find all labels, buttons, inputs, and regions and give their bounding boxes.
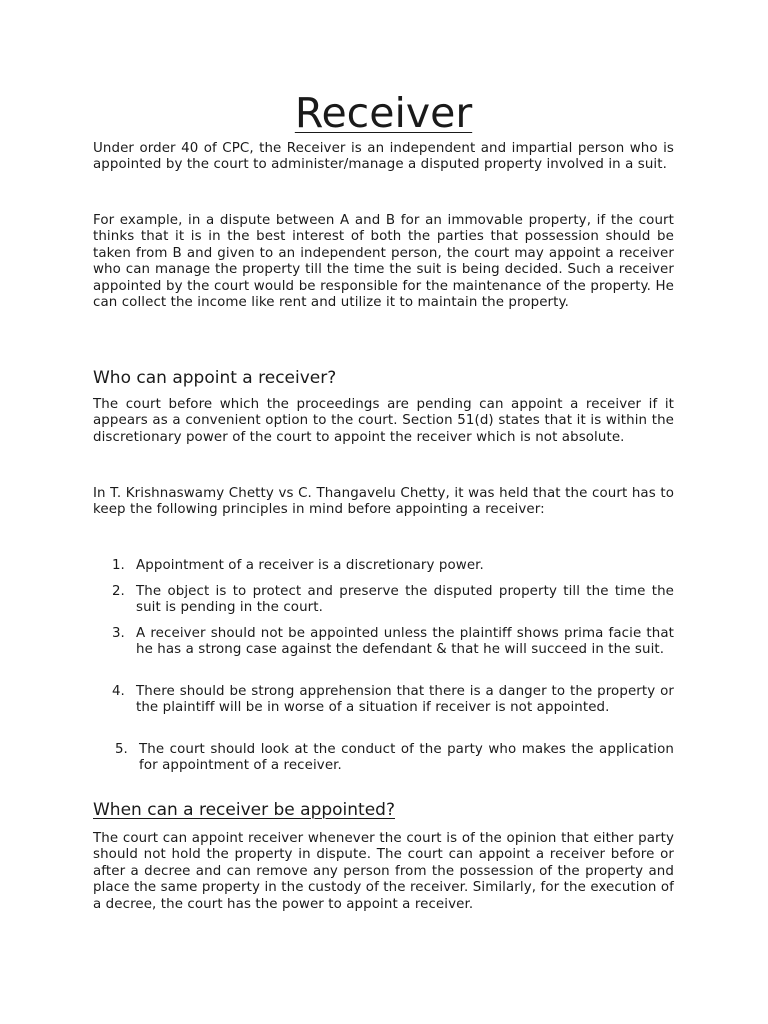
page-title-text: Receiver — [294, 89, 473, 137]
list-item-number: 1. — [112, 558, 125, 573]
list-item-number: 4. — [112, 684, 125, 699]
when-appointed-paragraph-1: The court can appoint receiver whenever the court is of the opinion that either party should not hold the property in dispute. The court can appoint a receiver before or after a decree and can remove any person from the possession of the property and place the same property in the custody of the receiver. Similarly, for the execution of a decree, the court has the power to appoint a receiver. — [93, 831, 674, 912]
list-item-number: 2. — [112, 584, 125, 599]
intro-paragraph-2: For example, in a dispute between A and B for an immovable property, if the court thinks that it is in the best interest of both the parties that possession should be taken from B and given to an independent person, the court may appoint a receiver who can manage the property till the time the suit is being decided. Such a receiver appointed by the court would be responsible for the maintenance of the property. He can collect the income like rent and utilize it to maintain the property. — [93, 213, 674, 311]
who-can-appoint-paragraph-2: In T. Krishnaswamy Chetty vs C. Thangavelu Chetty, it was held that the court has to keep the following principles in mind before appointing a receiver: — [93, 486, 674, 518]
list-item-text: The court should look at the conduct of the party who makes the application for appointment of a receiver. — [139, 742, 674, 774]
section-heading-who-can-appoint: Who can appoint a receiver? — [93, 368, 337, 388]
list-item-number: 3. — [112, 626, 125, 641]
page-title — [93, 88, 674, 138]
list-item-number: 5. — [115, 742, 128, 757]
list-item-text: Appointment of a receiver is a discretionary power. — [136, 558, 484, 573]
section-heading-when-appointed — [93, 799, 395, 821]
list-item-text: The object is to protect and preserve the disputed property till the time the suit is pending in the court. — [136, 584, 674, 616]
list-item-text: A receiver should not be appointed unless the plaintiff shows prima facie that he has a strong case against the defendant & that he will succeed in the suit. — [136, 626, 674, 658]
section-heading-when-appointed-text: When can a receiver be appointed? — [93, 800, 395, 820]
list-item-text: There should be strong apprehension that there is a danger to the property or the plaintiff will be in worse of a situation if receiver is not appointed. — [136, 684, 674, 716]
who-can-appoint-paragraph-1: The court before which the proceedings are pending can appoint a receiver if it appears as a convenient option to the court. Section 51(d) states that it is within the discretionary power of the court to appoint the receiver which is not absolute. — [93, 397, 674, 445]
intro-paragraph-1: Under order 40 of CPC, the Receiver is an independent and impartial person who is appointed by the court to administer/manage a disputed property involved in a suit. — [93, 141, 674, 173]
